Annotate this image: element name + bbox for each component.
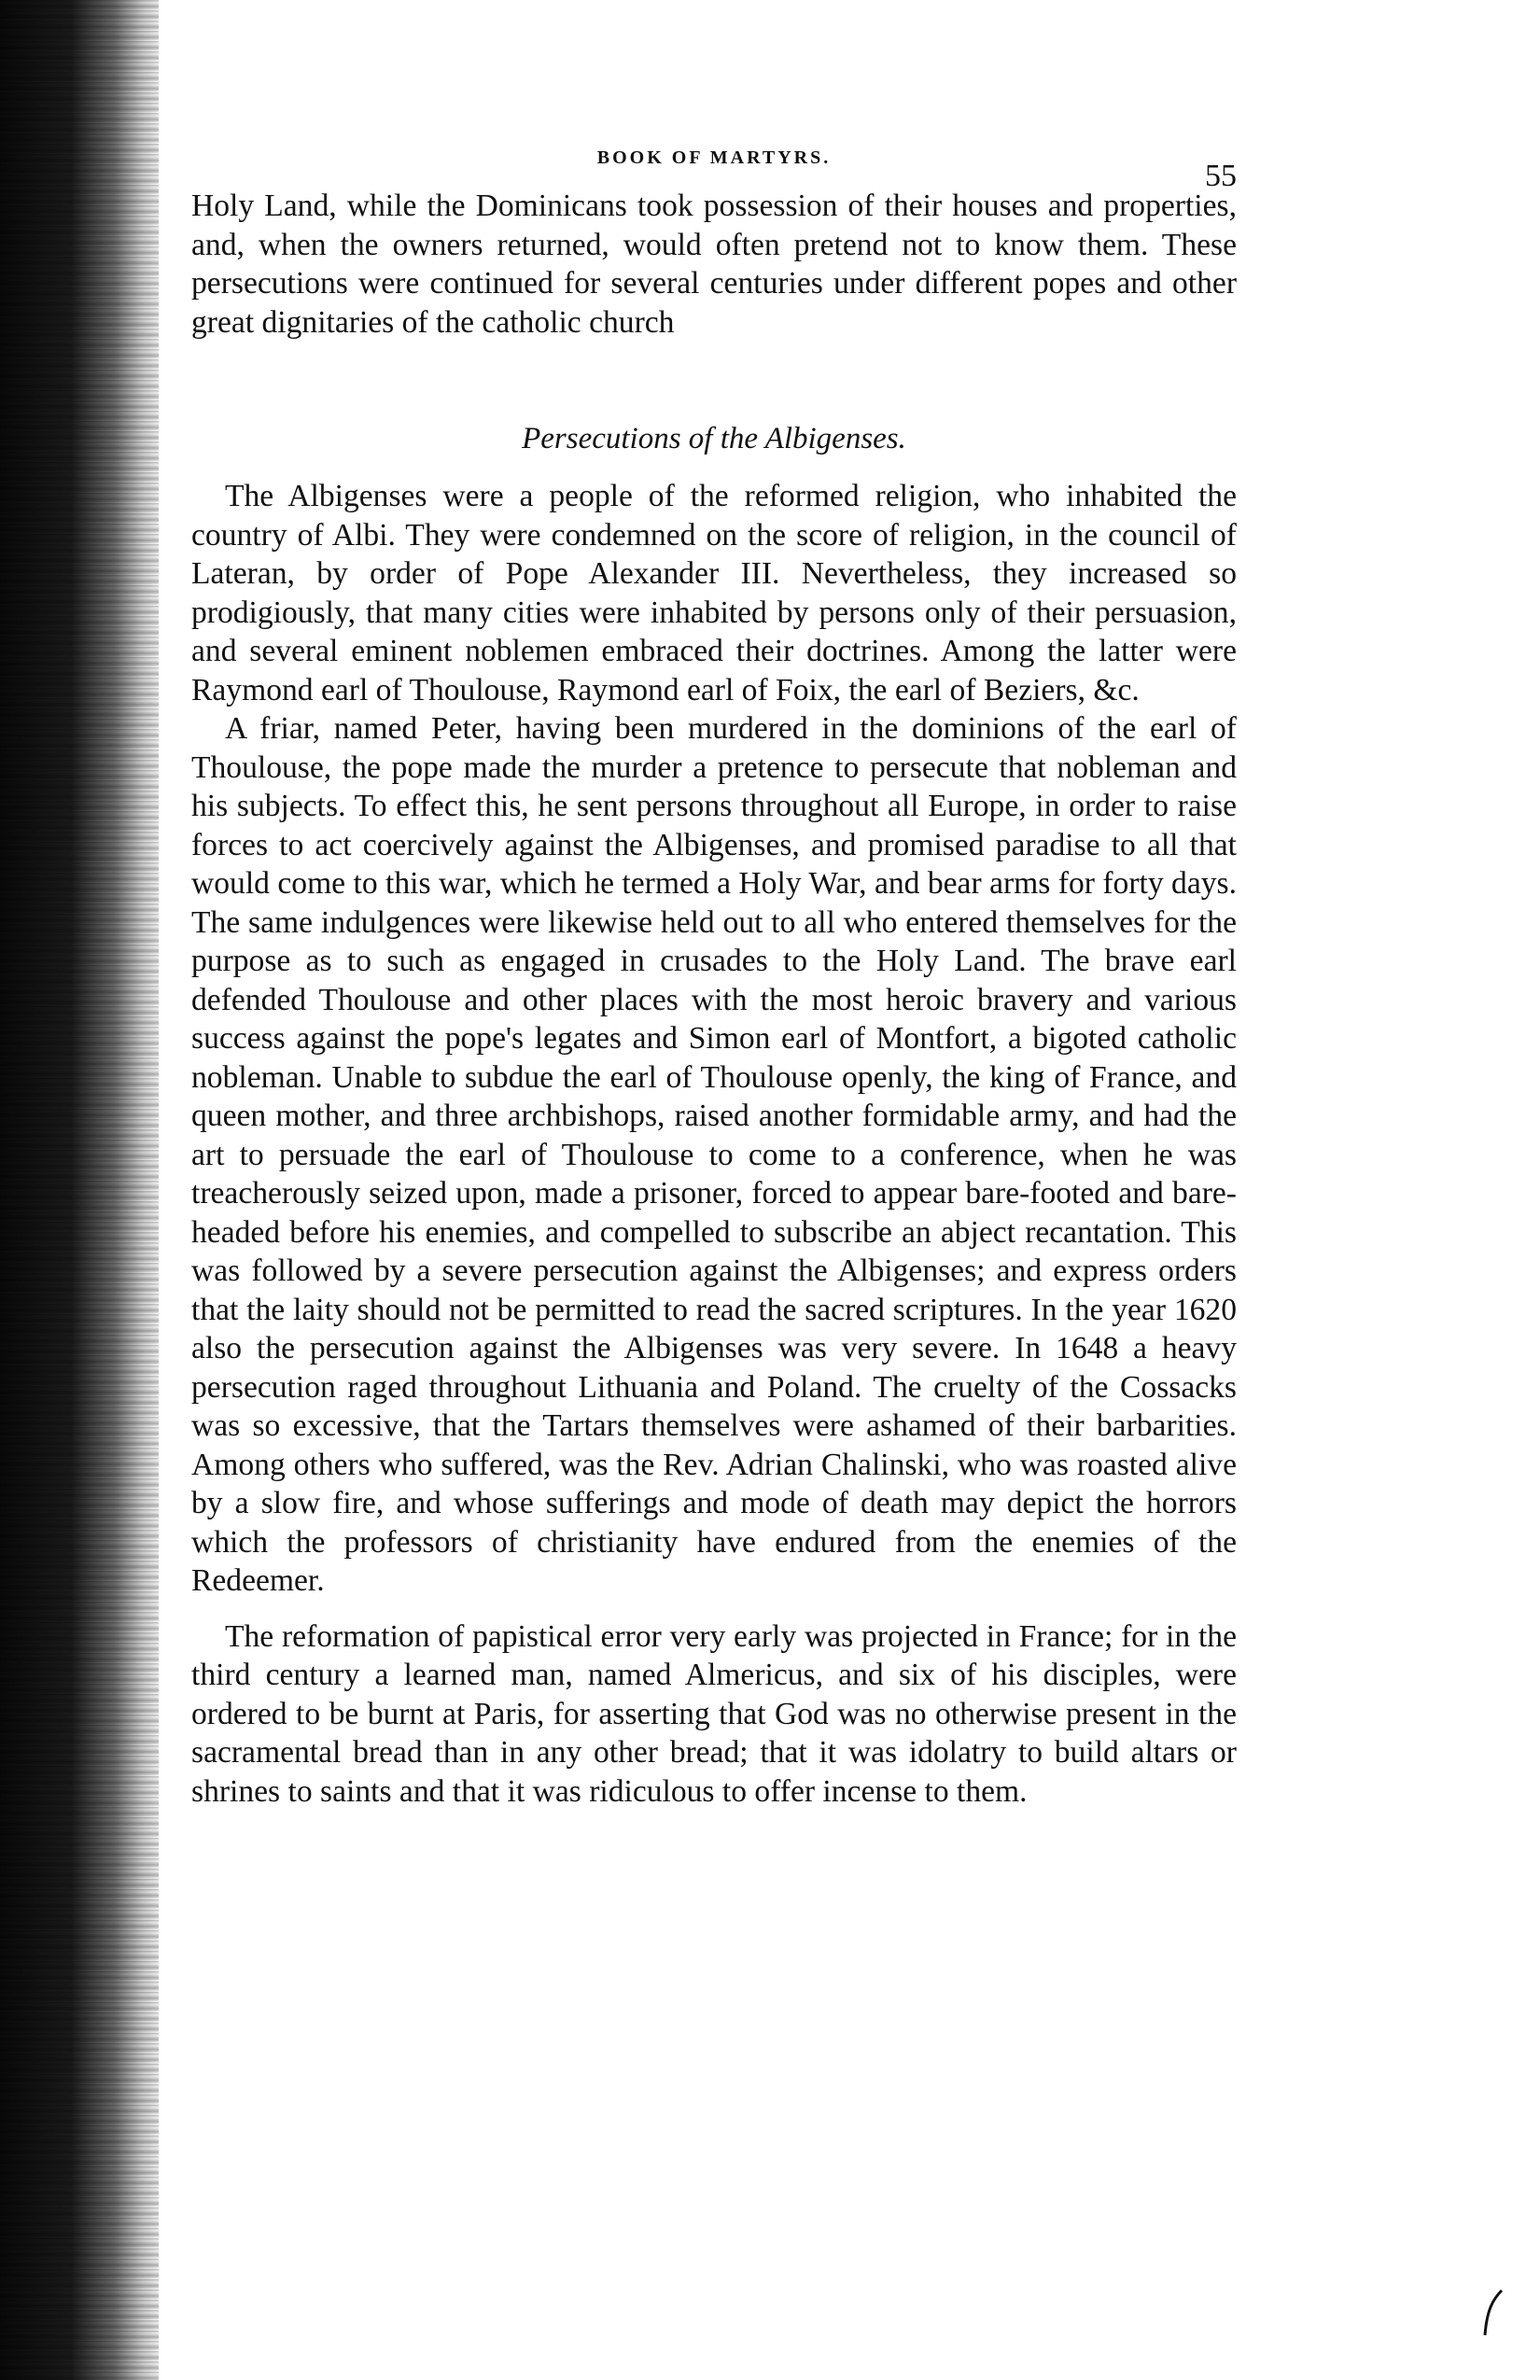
paragraph-albigenses-intro: The Albigenses were a people of the reformed religion, who inhabited the country of Albi. They were condemned on the score of religion, in the council of Lateran, by order of Pope Alexander III. Nevertheless, they increased so prodigiously, that many cities were inhabited by persons only of their persuasion, and several eminent noblemen embraced their doctrines. Among the latter were Raymond earl of Thoulouse, Raymond earl of Foix, the earl of Beziers, &c.	[191, 479, 1237, 707]
pencil-mark-icon	[1479, 2287, 1507, 2343]
paragraph-reformation-france: The reformation of papistical error very early was projected in France; for in the third century a learned man, named Almericus, and six of his disciples, were ordered to be burnt at Paris, for asserting that God was no otherwise present in the sacramental bread than in any other bread; that it was idolatry to build altars or shrines to saints and that it was ridiculous to offer incense to them.	[191, 1618, 1237, 1809]
running-title: BOOK OF MARTYRS.	[596, 147, 832, 168]
book-page	[191, 131, 1237, 1811]
running-head	[191, 131, 1237, 193]
book-spine-shadow	[0, 0, 159, 2380]
page-number: 55	[1205, 159, 1237, 193]
continued-paragraph: Holy Land, while the Dominicans took possession of their houses and properties, and, when the owners returned, would often pretend not to know them. These persecutions were continued for several centuries under different popes and other great dignitaries of the catholic church	[191, 189, 1237, 340]
paragraph-friar-peter: A friar, named Peter, having been murdered in the dominions of the earl of Thoulouse, the pope made the murder a pretence to persecute that nobleman and his subjects. To effect this, he sent persons throughout all Europe, in order to raise forces to act coercively against the Albigenses, and promised paradise to all that would come to this war, which he termed a Holy War, and bear arms for forty days. The same indulgences were likewise held out to all who entered themselves for the purpose as to such as engaged in crusades to the Holy Land. The brave earl defended Thoulouse and other places with the most heroic bravery and various success against the pope's legates and Simon earl of Montfort, a bigoted catholic nobleman. Unable to subdue the earl of Thoulouse openly, the king of France, and queen mother, and three archbishops, raised another formidable army, and had the art to persuade the earl of Thoulouse to come to a conference, when he was treacherously seized upon, made a prisoner, forced to appear bare-footed and bare-headed before his enemies, and compelled to subscribe an abject recantation. This was followed by a severe persecution against the Albigenses; and express orders that the laity should not be permitted to read the sacred scriptures. In the year 1620 also the persecution against the Albigenses was very severe. In 1648 a heavy persecution raged throughout Lithuania and Poland. The cruelty of the Cossacks was so excessive, that the Tartars themselves were ashamed of their barbarities. Among others who suffered, was the Rev. Adrian Chalinski, who was roasted alive by a slow fire, and whose sufferings and mode of death may depict the horrors which the professors of christianity have endured from the enemies of the Redeemer.	[191, 711, 1237, 1598]
section-heading: Persecutions of the Albigenses.	[522, 422, 906, 455]
